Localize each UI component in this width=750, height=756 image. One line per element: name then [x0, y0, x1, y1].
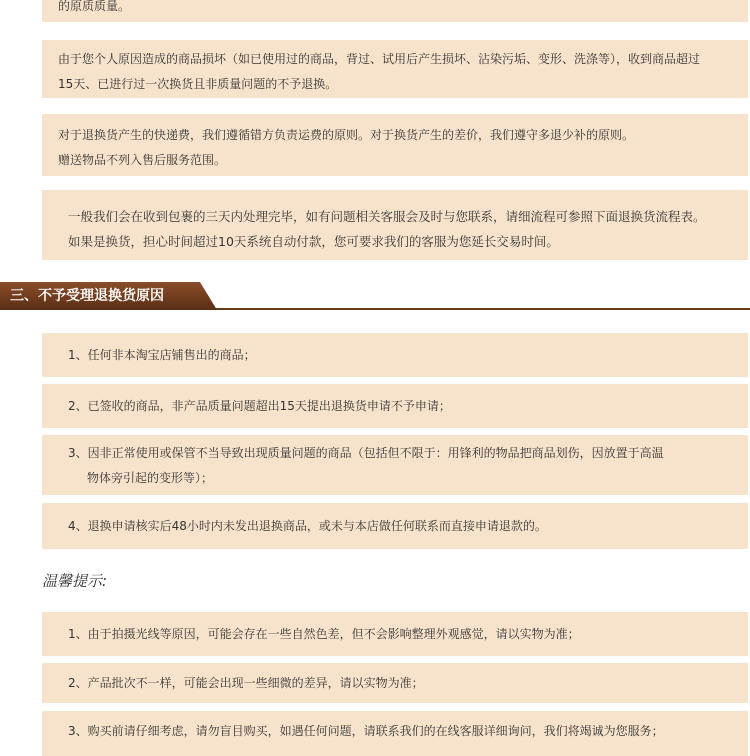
reason-item: 2、已签收的商品，非产品质量问题超出15天提出退换货申请不予申请；	[68, 399, 451, 413]
policy-text: 由于您个人原因造成的商品损坏（如已使用过的商品，背过、试用后产生损坏、沾染污垢、变形、洗涤等），收到商品超过	[58, 52, 701, 66]
policy-text: 赠送物品不列入售后服务范围。	[58, 153, 227, 167]
policy-text: 一般我们会在收到包裹的三天内处理完毕，如有问题相关客服会及时与您联系，请细流程可参照下面退换货流程表。	[68, 209, 706, 224]
tip-box	[42, 612, 748, 656]
tips-title: 温馨提示:	[42, 572, 108, 590]
policy-text-top: 的原质质量。	[58, 0, 131, 13]
reason-item: 物体旁引起的变形等）；	[87, 471, 214, 485]
tip-item: 1、由于拍摄光线等原因，可能会存在一些自然色差，但不会影响整理外观感觉，请以实物为准；	[68, 627, 580, 641]
tip-item: 3、购买前请仔细考虑，请勿盲目购买，如遇任何问题，请联系我们的在线客服详细询问，我们将竭诚为您服务；	[68, 724, 664, 738]
reason-box	[42, 435, 748, 495]
policy-text: 对于退换货产生的快递费，我们遵循错方负责运费的原则。对于换货产生的差价，我们遵守多退少补的原则。	[58, 128, 635, 142]
reason-box	[42, 384, 748, 428]
reason-box	[42, 333, 748, 377]
policy-box-top	[42, 0, 748, 22]
section-title: 三、不予受理退换货原因	[10, 288, 164, 304]
policy-text: 如果是换货，担心时间超过10天系统自动付款，您可要求我们的客服为您延长交易时间。	[68, 234, 559, 249]
reason-box	[42, 503, 748, 549]
tip-box	[42, 663, 748, 703]
reason-item: 1、任何非本淘宝店铺售出的商品；	[68, 348, 256, 362]
reason-item: 3、因非正常使用或保管不当导致出现质量问题的商品（包括但不限于：用锋利的物品把商品划伤，因放置于高温	[68, 446, 664, 460]
policy-text: 15天、已进行过一次换货且非质量问题的不予退换。	[58, 77, 338, 91]
reason-item: 4、退换申请核实后48小时内未发出退换商品，或未与本店做任何联系而直接申请退款的。	[68, 519, 547, 533]
tip-box	[42, 711, 748, 756]
policy-box-processing	[42, 190, 748, 260]
tip-item: 2、产品批次不一样，可能会出现一些细微的差异，请以实物为准；	[68, 676, 424, 690]
policy-box-shipping	[42, 114, 748, 176]
policy-box-damage	[42, 40, 748, 98]
